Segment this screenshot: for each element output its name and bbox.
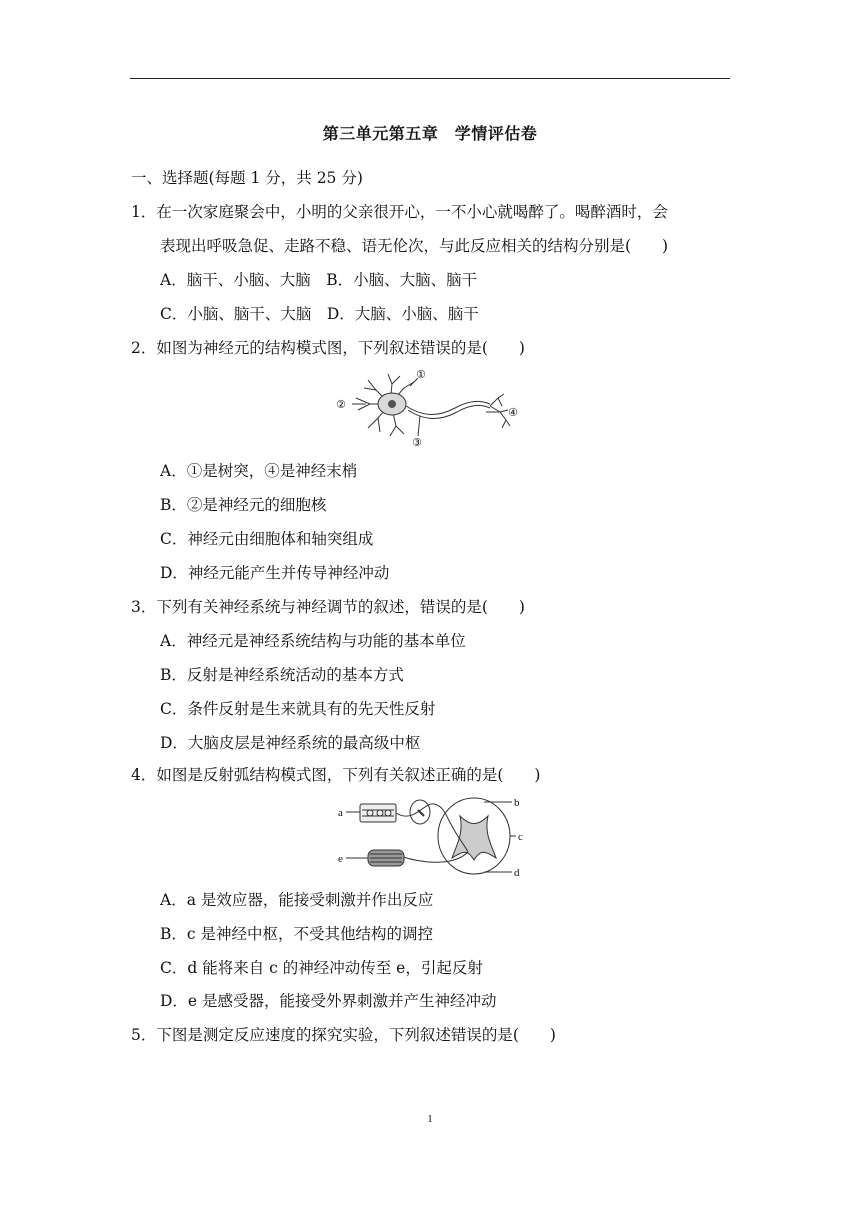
q2-option-a: A．①是树突，④是神经末梢: [160, 462, 358, 480]
neuron-label-3: ③: [412, 436, 422, 448]
q2-option-c: C．神经元由细胞体和轴突组成: [160, 530, 374, 548]
q1-options-row2: C．小脑、脑干、大脑 D．大脑、小脑、脑干: [160, 305, 479, 323]
reflex-label-c: c: [518, 831, 523, 843]
q1-options-row1: A．脑干、小脑、大脑 B．小脑、大脑、脑干: [160, 271, 478, 289]
q4-option-c: C．d 能将来自 c 的神经冲动传至 e，引起反射: [160, 959, 483, 977]
neuron-label-4: ④: [508, 406, 518, 419]
q3-option-d: D．大脑皮层是神经系统的最高级中枢: [160, 734, 421, 752]
q4-option-d: D．e 是感受器，能接受外界刺激并产生神经冲动: [160, 992, 497, 1010]
q4-stem: 4．如图是反射弧结构模式图，下列有关叙述正确的是( ): [131, 766, 541, 784]
neuron-label-2: ②: [336, 398, 346, 411]
q3-option-c: C．条件反射是生来就具有的先天性反射: [160, 700, 436, 718]
q1-stem-line1: 1．在一次家庭聚会中，小明的父亲很开心，一不小心就喝醉了。喝醉酒时，会: [131, 203, 668, 221]
reflex-label-a: a: [338, 807, 343, 819]
q3-option-a: A．神经元是神经系统结构与功能的基本单位: [160, 632, 466, 650]
reflex-label-e: e: [338, 853, 343, 865]
q4-option-a: A．a 是效应器，能接受刺激并作出反应: [160, 891, 434, 909]
q2-stem: 2．如图为神经元的结构模式图，下列叙述错误的是( ): [131, 339, 525, 357]
page-number: 1: [427, 1113, 433, 1125]
q5-stem: 5．下图是测定反应速度的探究实验，下列叙述错误的是( ): [131, 1026, 556, 1044]
q2-option-d: D．神经元能产生并传导神经冲动: [160, 564, 390, 582]
q3-option-b: B．反射是神经系统活动的基本方式: [160, 666, 404, 684]
q1-stem-line2: 表现出呼吸急促、走路不稳、语无伦次，与此反应相关的结构分别是( ): [160, 237, 669, 255]
q2-option-b: B．②是神经元的细胞核: [160, 496, 327, 514]
neuron-label-1: ①: [416, 368, 426, 381]
section-heading: 一、选择题(每题 1 分，共 25 分): [131, 169, 363, 187]
reflex-label-d: d: [514, 867, 520, 879]
reflex-label-b: b: [514, 797, 520, 809]
page-title: 第三单元第五章 学情评估卷: [322, 124, 538, 143]
neuron-diagram: [330, 364, 530, 448]
q4-option-b: B．c 是神经中枢，不受其他结构的调控: [160, 925, 433, 943]
nucleus-dot: [388, 400, 396, 408]
q3-stem: 3．下列有关神经系统与神经调节的叙述，错误的是( ): [131, 598, 525, 616]
reflex-arc-diagram: [334, 794, 530, 882]
header-rule: [130, 78, 730, 79]
